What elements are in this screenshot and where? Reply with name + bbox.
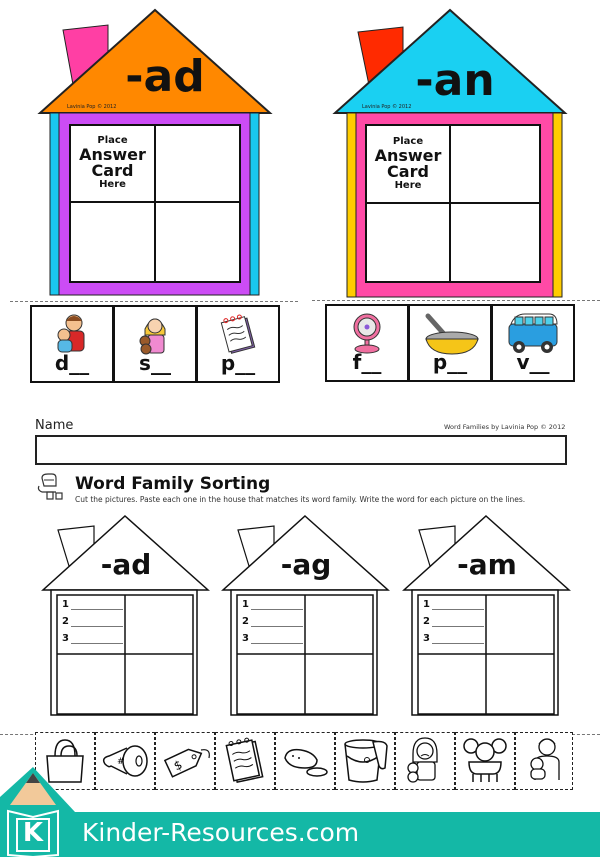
sorting-house-ad-label: -ad <box>100 548 152 581</box>
cut-line-left <box>10 301 298 302</box>
answer-card-label: s__ <box>139 351 171 375</box>
sorting-house-am <box>397 515 577 720</box>
worksheet-instructions: Cut the pictures. Paste each one in the house that matches its word family. Write the word for each picture on the lines. <box>75 495 526 504</box>
answer-card-dad[interactable] <box>30 305 114 383</box>
answer-card-label: f__ <box>352 350 382 374</box>
footer-site-link[interactable]: Kinder-Resources.com <box>82 818 360 847</box>
svg-text:$: $ <box>171 757 185 774</box>
cut-line-right <box>312 300 600 301</box>
house-an-drawing <box>300 0 600 300</box>
write-line-1[interactable]: 1 <box>62 599 123 610</box>
write-line-3[interactable]: 3 <box>62 633 123 644</box>
name-label: Name <box>35 418 74 433</box>
dad-with-baby-icon <box>517 734 573 788</box>
color-house-an <box>300 0 600 300</box>
answer-card-placeholder: Place Answer Card Here <box>374 136 442 192</box>
answer-card-pad[interactable] <box>196 305 280 383</box>
answer-card-fan[interactable] <box>325 304 409 382</box>
sorting-house-ag <box>216 515 396 720</box>
answer-card-label: d__ <box>54 351 90 375</box>
ram-icon <box>457 734 513 788</box>
sad-girl-icon <box>397 734 453 788</box>
house-ad-credit: Lavinia Pop © 2012 <box>67 104 117 110</box>
color-house-ad <box>0 0 300 300</box>
answer-card-sad[interactable] <box>113 305 197 383</box>
answer-card-label: p__ <box>220 351 256 375</box>
write-line-1[interactable]: 1 <box>242 599 303 610</box>
worksheet-credit: Word Families by Lavinia Pop © 2012 <box>444 423 566 431</box>
yam-icon <box>277 734 333 788</box>
cut-picture-ram[interactable] <box>455 732 515 790</box>
answer-card-pan[interactable] <box>408 304 492 382</box>
price-tag-icon <box>157 734 213 788</box>
answer-card-placeholder: Place Answer Card Here <box>79 135 146 191</box>
write-line-2[interactable]: 2 <box>62 616 123 627</box>
sorting-house-ad <box>36 515 216 720</box>
ham-icon <box>97 734 153 788</box>
cut-picture-sad[interactable] <box>395 732 455 790</box>
write-line-2[interactable]: 2 <box>423 616 484 627</box>
worksheet-title: Word Family Sorting <box>75 474 271 494</box>
answer-card-label: v__ <box>516 350 550 374</box>
sorting-house-ag-label: -ag <box>280 548 332 581</box>
bucket-with-rag-icon <box>337 734 393 788</box>
cut-picture-ham[interactable] <box>95 732 155 790</box>
sorting-house-am-label: -am <box>457 548 517 581</box>
cut-picture-pad[interactable] <box>215 732 275 790</box>
house-ad-family-label: -ad <box>125 51 205 102</box>
write-line-1[interactable]: 1 <box>423 599 484 610</box>
scissors-glue-icon <box>36 472 66 502</box>
cut-picture-dad[interactable] <box>515 732 573 790</box>
cut-picture-yam[interactable] <box>275 732 335 790</box>
write-line-2[interactable]: 2 <box>242 616 303 627</box>
write-line-3[interactable]: 3 <box>423 633 484 644</box>
logo-letter: K <box>22 818 44 848</box>
answer-card-van[interactable] <box>491 304 575 382</box>
svg-text:#: # <box>117 757 125 767</box>
name-field[interactable] <box>35 435 567 465</box>
cut-picture-pail[interactable] <box>335 732 395 790</box>
write-line-3[interactable]: 3 <box>242 633 303 644</box>
house-an-family-label: -an <box>415 55 495 106</box>
house-an-credit: Lavinia Pop © 2012 <box>362 104 412 110</box>
answer-card-label: p__ <box>432 350 468 374</box>
notepad-icon <box>217 734 273 788</box>
cut-picture-tag[interactable] <box>155 732 215 790</box>
